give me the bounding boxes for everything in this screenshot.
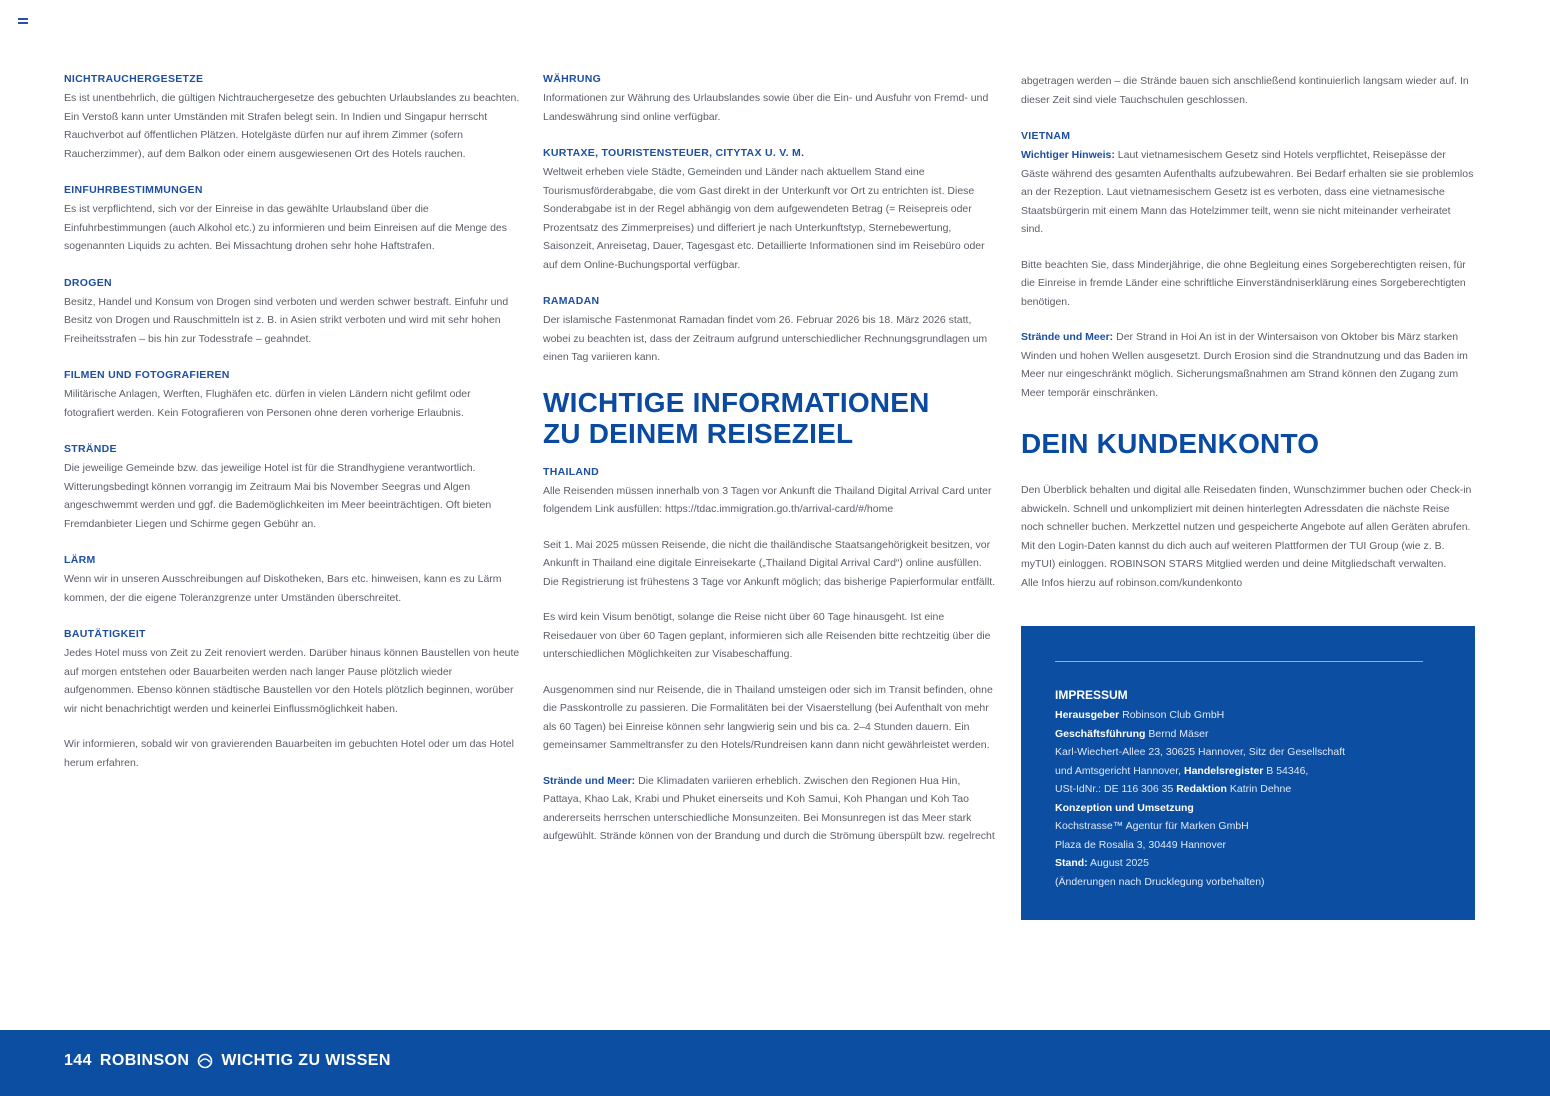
vietnam-p1-text: Laut vietnamesischem Gesetz sind Hotels verpflichtet, Reisepässe der Gäste während des gesamten Aufenthalts aufzubewahren. Bei Bedarf erhalten sie sie problemlos an der Rezeption. Laut vietnamesischem Gesetz ist es verboten, dass eine vietnamesische Staatsbürgerin mit einem Mann das Hotelzimmer teilt, wenn sie nicht miteinander verheiratet sind.	[1021, 149, 1474, 235]
kundenkonto-link[interactable]: Alle Infos hierzu auf robinson.com/kundenkonto	[1021, 576, 1243, 589]
section-kurtaxe	[543, 146, 999, 274]
footer-bar	[0, 1030, 1550, 1096]
section-heading: NICHTRAUCHERGESETZE	[64, 73, 204, 85]
vietnam-p3	[1021, 328, 1475, 402]
section-heading: THAILAND	[543, 465, 600, 478]
vietnam-p1-label: Wichtiger Hinweis:	[1021, 149, 1115, 161]
section-text: Jedes Hotel muss von Zeit zu Zeit renoviert werden. Darüber hinaus können Baustellen von heute auf morgen entstehen oder Bauarbeiten werden nach langer Pause plötzlich wieder aufgenommen. Ebenso können städtische Baustellen vor den Hotels plötzlich beginnen, worüber wir nicht benachrichtigt werden und keinerlei Einflussmöglichkeit haben.	[64, 647, 520, 715]
continued-text: abgetragen werden – die Strände bauen sich anschließend kontinuierlich langsam wieder auf. In dieser Zeit sind viele Tauchschulen geschlossen.	[1021, 75, 1469, 106]
thailand-p1: Alle Reisenden müssen innerhalb von 3 Tagen vor Ankunft die Thailand Digital Arrival Card unter folgendem Link ausfüllen: https://tdac.immigration.go.th/arrival-card/#/home	[543, 484, 992, 515]
hr-label: Handelsregister	[1184, 764, 1264, 777]
section-heading: LÄRM	[64, 554, 96, 566]
section-thailand	[543, 465, 999, 846]
konz-label: Konzeption und Umsetzung	[1055, 801, 1194, 814]
section-text: Die jeweilige Gemeinde bzw. das jeweilige Hotel ist für die Strandhygiene verantwortlich. Witterungsbedingt können vorrangig im Zeitraum Mai bis November Seegras und Algen angeschwemmt werden und ggf. die Bademöglichkeiten im Meer beeinträchtigen. Oft bieten Fremdanbieter Liegen und Schirme gegen Gebühr an.	[64, 462, 492, 530]
section-text: Wenn wir in unseren Ausschreibungen auf Diskotheken, Bars etc. hinweisen, kann es zu Lärm kommen, der die eigene Toleranzgrenze unter Umständen überschreitet.	[64, 573, 502, 604]
thailand-p4: Ausgenommen sind nur Reisende, die in Thailand umsteigen oder sich im Transit befinden, ohne die Passkontrolle zu passieren. Die Formalitäten bei der Visaerstellung (bei Aufenthalt von mehr als 60 Tagen) bei Einreise können sehr langwierig sein und bis ca. 2–4 Stunden dauern. Ein gemeinsamer Sammeltransfer zu den Hotels/Rundreisen kann dann nicht gewährleistet werden.	[543, 683, 993, 751]
section-text: Militärische Anlagen, Werften, Flughäfen etc. dürfen in vielen Ländern nicht gefilmt oder fotografiert werden. Kein Fotografieren von Personen ohne deren vorherige Erlaubnis.	[64, 388, 471, 419]
red-value: Katrin Dehne	[1226, 783, 1292, 795]
kundenkonto-text: Den Überblick behalten und digital alle Reisedaten finden, Wunschzimmer buchen oder Check-in abwickeln. Schnell und unkompliziert mit deinen hinterlegten Adressdaten die nächste Reise noch schneller buchen. Merkzettel nutzen und gespeicherte Angebote auf allen Geräten abrufen. Mit den Login-Daten kannst du dich auch auf weiteren Plattformen der TUI Group (wie z. B. myTUI) einloggen. ROBINSON STARS Mitglied werden und deine Mitgliedschaft verwalten.	[1021, 484, 1472, 570]
red-label: Redaktion	[1176, 783, 1227, 795]
section-heading: DROGEN	[64, 276, 112, 289]
impressum-agentur: Kochstrasse™ Agentur für Marken GmbH	[1055, 820, 1249, 832]
vietnam-p2: Bitte beachten Sie, dass Minderjährige, die ohne Begleitung eines Sorgeberechtigten reisen, für die Einreise in fremde Länder eine schriftliche Einverständniserklärung eines Sorgeberechtigten benötigen.	[1021, 258, 1466, 308]
stand-value: August 2025	[1087, 857, 1149, 869]
menu-icon	[18, 18, 28, 26]
section-waehrung	[543, 72, 999, 126]
impressum-address: Karl-Wiechert-Allee 23, 30625 Hannover, Sitz der Gesellschaft	[1055, 746, 1346, 758]
section-text: Es ist verpflichtend, sich vor der Einreise in das gewählte Urlaubsland über die Einfuhrbestimmungen (auch Alkohol etc.) zu informieren und beim Einreisen auf die Menge des sogenannten Liquids zu achten. Bei Missachtung drohen sehr hohe Haftstrafen.	[64, 203, 507, 252]
impressum-content	[1055, 686, 1445, 891]
section-heading: FILMEN UND FOTOGRAFIEREN	[64, 369, 230, 381]
vietnam-p3-text: Der Strand in Hoi An ist in der Wintersaison von Oktober bis März starken Winden und hohen Wellen ausgesetzt. Durch Erosion sind die Strandnutzung und das Baden im Meer nur eingeschränkt möglich. Sicherungsmaßnahmen am Strand können den Zugang zum Meer temporär einschränken.	[1021, 331, 1468, 399]
section-continued	[1021, 72, 1475, 109]
impressum-agentur-address: Plaza de Rosalia 3, 30449 Hannover	[1055, 838, 1227, 851]
section-heading: STRÄNDE	[64, 443, 117, 455]
section-bautaetigkeit	[64, 627, 520, 772]
impressum-geschaeftsfuehrung	[1055, 725, 1445, 744]
impressum-divider	[1055, 661, 1423, 662]
herausgeber-value: Robinson Club GmbH	[1119, 709, 1225, 721]
impressum-herausgeber	[1055, 706, 1445, 725]
section-heading: KURTAXE, TOURISTENSTEUER, CITYTAX U. V. M.	[543, 147, 805, 159]
section-heading: WÄHRUNG	[543, 73, 602, 85]
thailand-p5	[543, 772, 999, 846]
stand-label: Stand:	[1055, 857, 1088, 869]
ust-value: USt-IdNr.: DE 116 306 35	[1055, 783, 1177, 795]
section-heading: VIETNAM	[1021, 130, 1071, 142]
section-ramadan	[543, 294, 999, 367]
footer-title	[64, 1052, 391, 1070]
impressum-amtsgericht	[1055, 762, 1445, 781]
section-text-2: Wir informieren, sobald wir von gravierenden Bauarbeiten im gebuchten Hotel oder um das Hotel herum erfahren.	[64, 738, 514, 769]
herausgeber-label: Herausgeber	[1055, 709, 1120, 721]
section-heading: EINFUHRBESTIMMUNGEN	[64, 184, 203, 196]
section-vietnam	[1021, 129, 1475, 402]
impressum-stand	[1055, 854, 1445, 873]
thailand-p5-label: Strände und Meer:	[543, 774, 636, 787]
gf-label: Geschäftsführung	[1055, 727, 1146, 740]
section-text: Besitz, Handel und Konsum von Drogen sind verboten und werden schwer bestraft. Einfuhr und Besitz von Drogen und Rauschmitteln ist z. B. in Asien strikt verboten und wird mit sehr hohen Freiheitsstrafen – bis hin zur Todesstrafe – geahndet.	[64, 295, 509, 345]
column-middle	[543, 72, 999, 866]
thailand-p5-text: Die Klimadaten variieren erheblich. Zwischen den Regionen Hua Hin, Pattaya, Khao Lak, Krabi und Phuket einerseits und Koh Samui, Koh Phangan und Koh Tao andererseits herrschen unterschiedliche Monsunzeiten. Bei Monsunregen ist das Meer stark aufgewühlt. Strände können von der Brandung und durch die Strömung überspült bzw. regelrecht	[543, 774, 995, 842]
gf-value: Bernd Mäser	[1145, 727, 1209, 740]
impressum-heading: IMPRESSUM	[1055, 688, 1128, 702]
page-number: 144	[64, 1052, 92, 1069]
amtsgericht-text: und Amtsgericht Hannover,	[1055, 764, 1184, 777]
robinson-logo-icon	[197, 1053, 213, 1069]
brand-name: ROBINSON	[99, 1052, 190, 1069]
section-text: Der islamische Fastenmonat Ramadan findet vom 26. Februar 2026 bis 18. März 2026 statt, wobei zu beachten ist, dass der Zeitraum aufgrund unterschiedlicher Rechnungsgrundlagen um einen Tag variieren kann.	[543, 314, 988, 363]
impressum-note: (Änderungen nach Drucklegung vorbehalten)	[1055, 875, 1265, 888]
big-title-reiseziel: WICHTIGE INFORMATIONEN ZU DEINEM REISEZIEL	[543, 386, 930, 449]
impressum-konzeption	[1055, 799, 1445, 818]
section-einfuhrbestimmungen	[64, 183, 520, 256]
section-drogen	[64, 276, 520, 349]
column-right	[1021, 72, 1475, 920]
footer-section: WICHTIG ZU WISSEN	[221, 1052, 391, 1069]
vietnam-p1	[1021, 146, 1475, 239]
impressum-ust	[1055, 780, 1445, 799]
thailand-p3: Es wird kein Visum benötigt, solange die Reise nicht über 60 Tage hinausgeht. Ist eine Reisedauer von über 60 Tagen geplant, informieren sich alle Reisenden bitte rechtzeitig über die unterschiedlichen Möglichkeiten zur Visabeschaffung.	[543, 611, 991, 660]
section-heading: RAMADAN	[543, 295, 600, 307]
section-heading: BAUTÄTIGKEIT	[64, 628, 146, 640]
vietnam-p3-label: Strände und Meer:	[1021, 331, 1114, 343]
section-filmen	[64, 368, 520, 422]
section-laerm	[64, 553, 520, 607]
section-straende	[64, 442, 520, 533]
section-text: Informationen zur Währung des Urlaubslandes sowie über die Ein- und Ausfuhr von Fremd- und Landeswährung sind online verfügbar.	[543, 92, 989, 123]
section-nichtrauchergesetze	[64, 72, 520, 163]
section-text: Es ist unentbehrlich, die gültigen Nichtrauchergesetze des gebuchten Urlaubslandes zu beachten. Ein Verstoß kann unter Umständen mit Strafen belegt sein. In Indien und Singapur herrscht Rauchverbot auf öffentlichen Plätzen. Hotelgäste dürfen nur auf ihrem Zimmer (sofern Raucherzimmer), auf dem Balkon oder einem ausgewiesenen Ort des Hotels rauchen.	[64, 92, 520, 160]
impressum-box	[1021, 626, 1475, 920]
big-title-kundenkonto: DEIN KUNDENKONTO	[1021, 428, 1320, 459]
hr-value: B 54346,	[1263, 764, 1309, 777]
section-text: Weltweit erheben viele Städte, Gemeinden und Länder nach aktuellem Stand eine Tourismusförderabgabe, die vom Gast direkt in der Unterkunft vor Ort zu entrichten ist. Diese Sonderabgabe ist in der Regel abhängig von dem aufgewendeten Betrag (= Reisepreis oder Prozentsatz des Zimmerpreises) und differiert je nach Unterkunftstyp, Sternebewertung, Saisonzeit, Anreisetag, Dauer, Tagesgast etc. Detaillierte Informationen sind im Reisebüro oder auf dem Online-Buchungsportal verfügbar.	[543, 166, 985, 271]
thailand-p2: Seit 1. Mai 2025 müssen Reisende, die nicht die thailändische Staatsangehörigkeit besitzen, vor Ankunft in Thailand eine digitale Einreisekarte („Thailand Digital Arrival Card“) online ausfüllen. Die Registrierung ist frühestens 3 Tage vor Ankunft möglich; das bisherige Papierformular entfällt.	[543, 538, 996, 588]
column-left	[64, 72, 520, 792]
